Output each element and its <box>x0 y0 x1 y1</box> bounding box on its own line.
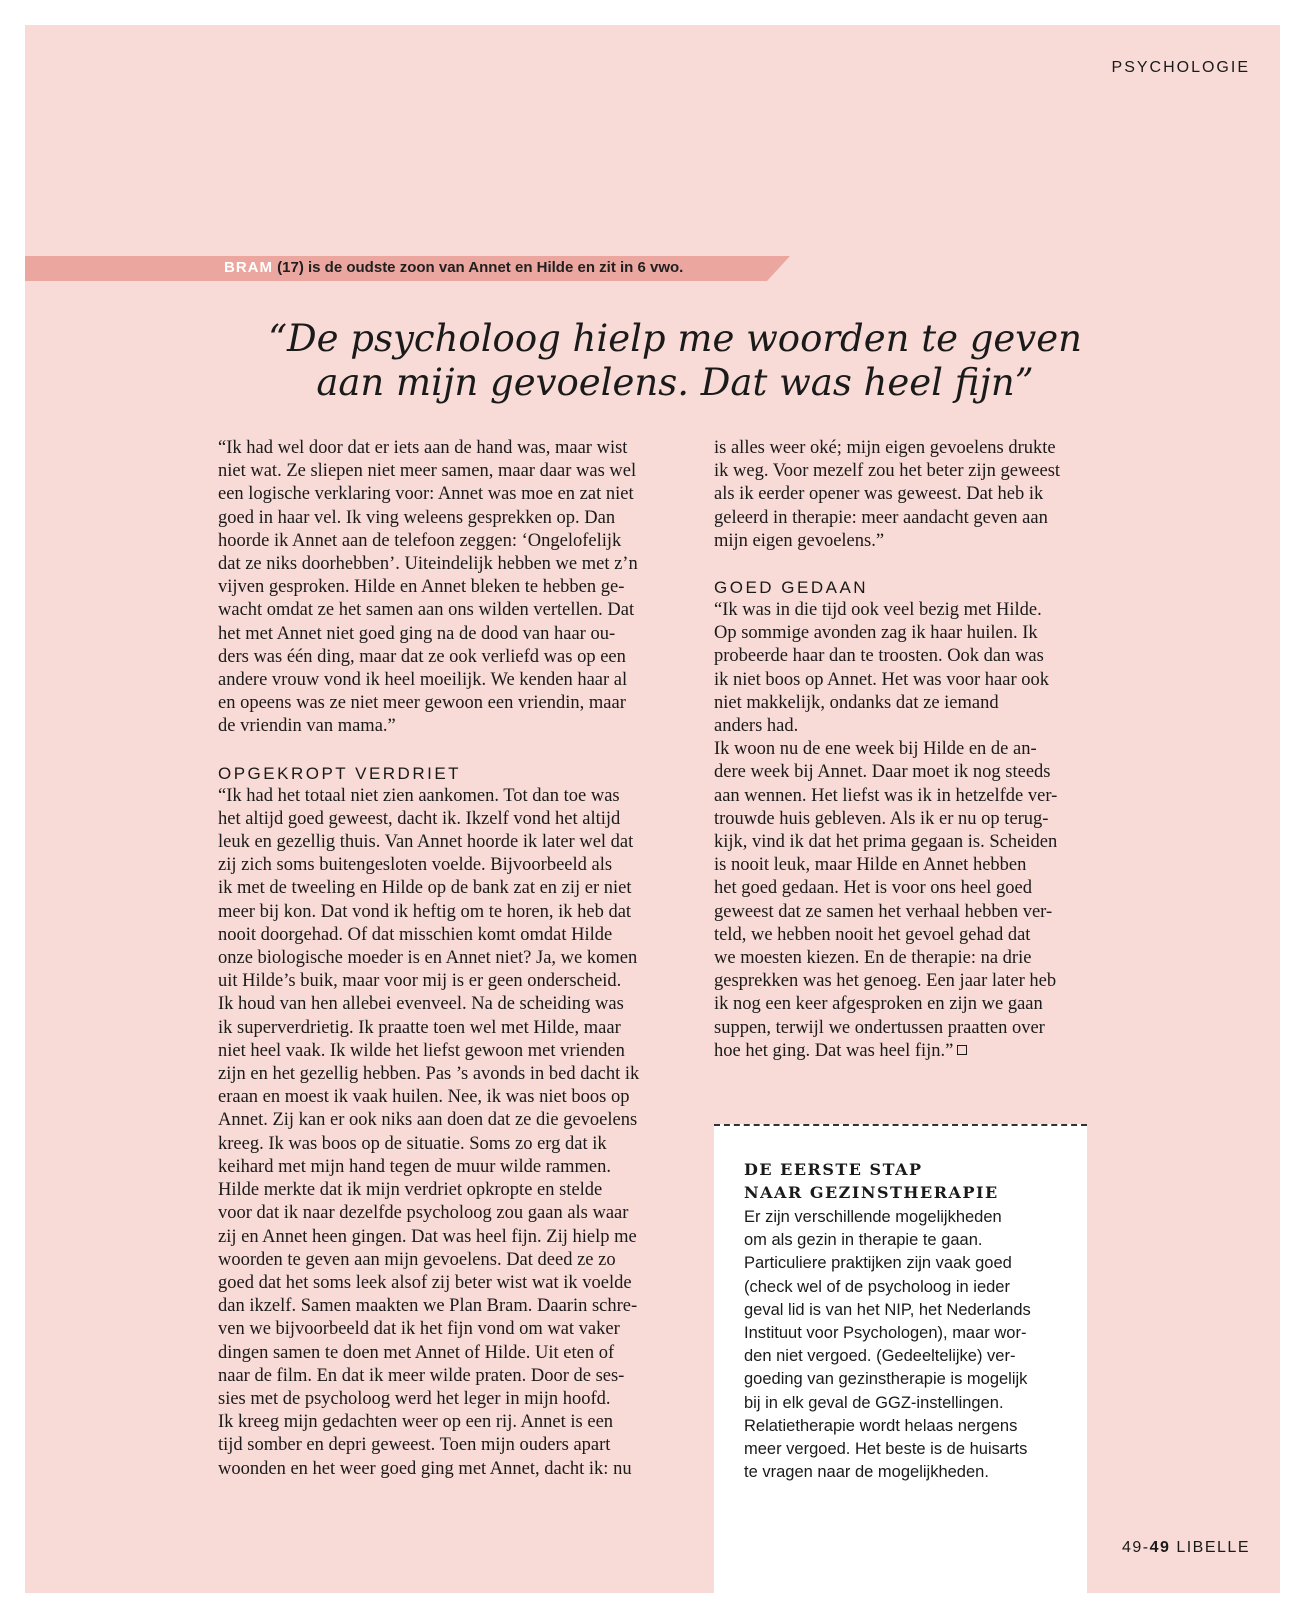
article-column-left <box>218 437 688 1481</box>
text-line: eraan en moest ik vaak huilen. Nee, ik was niet boos op <box>218 1087 630 1108</box>
text-line: Ik kreeg mijn gedachten weer op een rij. Annet is een <box>218 1412 614 1433</box>
text-line: niet makkelijk, ondanks dat ze iemand <box>714 692 999 713</box>
text-line: keihard met mijn hand tegen de muur wilde rammen. <box>218 1156 612 1177</box>
text-line: ik met de tweeling en Hilde op de bank zat en zij er niet <box>218 878 632 899</box>
text-line: we moesten kiezen. En de therapie: na drie <box>714 948 1032 969</box>
article-section-2 <box>714 599 1109 1063</box>
text-line: Ik houd van hen allebei evenveel. Na de scheiding was <box>218 994 624 1015</box>
magazine-page <box>25 25 1280 1593</box>
text-line: gesprekken was het genoeg. Een jaar later heb <box>714 971 1057 992</box>
text-line: anders had. <box>714 716 799 737</box>
article-intro <box>218 437 688 739</box>
text-line: dan ikzelf. Samen maakten we Plan Bram. Daarin schre- <box>218 1296 638 1317</box>
text-line: Instituut voor Psychologen), maar wor- <box>744 1324 1027 1343</box>
headline-quote <box>175 317 1175 405</box>
headline-line: “De psycholoog hielp me woorden te geven <box>268 317 1082 360</box>
text-line: mijn eigen gevoelens.” <box>714 530 885 551</box>
info-box <box>714 1124 1087 1595</box>
text-line: goed dat het soms leek alsof zij beter wist wat ik voelde <box>218 1272 632 1293</box>
text-line: goed in haar vel. Ik ving weleens gesprekken op. Dan <box>218 507 616 528</box>
text-line: geval lid is van het NIP, het Nederlands <box>744 1300 1031 1319</box>
info-box-title-line: NAAR GEZINSTHERAPIE <box>744 1183 999 1202</box>
text-line: dere week bij Annet. Daar moet ik nog steeds <box>714 762 1051 783</box>
text-line: dingen samen te doen met Annet of Hilde. Uit eten of <box>218 1342 615 1363</box>
text-line: te vragen naar de mogelijkheden. <box>744 1463 989 1482</box>
text-line: meer vergoed. Het beste is de huisarts <box>744 1440 1028 1459</box>
text-line: niet heel vaak. Ik wilde het liefst gewoon met vrienden <box>218 1040 625 1061</box>
text-line: teld, we hebben nooit het gevoel gehad dat <box>714 924 1031 945</box>
text-line: woorden te geven aan mijn gevoelens. Dat deed ze zo <box>218 1249 616 1270</box>
text-line: probeerde haar dan te troosten. Ook dan was <box>714 646 1044 667</box>
text-line: vijven gesproken. Hilde en Annet bleken te hebben ge- <box>218 577 625 598</box>
text-line: andere vrouw vond ik heel moeilijk. We kenden haar al <box>218 670 628 691</box>
text-line: Relatietherapie wordt helaas nergens <box>744 1416 1018 1435</box>
text-line: leuk en gezellig thuis. Van Annet hoorde ik later wel dat <box>218 832 634 853</box>
text-line: geleerd in therapie: meer aandacht geven aan <box>714 507 1048 528</box>
text-line: uit Hilde’s buik, maar voor mij is er geen onderscheid. <box>218 971 622 992</box>
info-box-title <box>744 1158 1064 1204</box>
article-section-1 <box>218 785 688 1481</box>
text-line: om als gezin in therapie te gaan. <box>744 1231 983 1250</box>
subheading-opgekropt-verdriet: OPGEKROPT VERDRIET <box>218 763 462 783</box>
page-prefix: 49- <box>1121 1539 1150 1556</box>
text-line: zijn en het gezellig hebben. Pas ’s avonds in bed dacht ik <box>218 1064 640 1085</box>
intro-banner-text <box>224 259 683 276</box>
section-label: PSYCHOLOGIE <box>1111 59 1250 76</box>
person-name: BRAM <box>224 259 273 276</box>
text-line: het goed gedaan. Het is voor ons heel goed <box>714 878 1033 899</box>
text-line: als ik eerder opener was geweest. Dat heb ik <box>714 484 1044 505</box>
text-line: Particuliere praktijken zijn vaak goed <box>744 1254 1012 1273</box>
text-line: trouwde huis gebleven. Als ik er nu op terug- <box>714 808 1049 829</box>
info-box-title-line: DE EERSTE STAP <box>744 1160 923 1179</box>
text-line: ders was één ding, maar dat ze ook verliefd was op een <box>218 646 626 667</box>
text-line: zij en Annet heen gingen. Dat was heel fijn. Zij hielp me <box>218 1226 637 1247</box>
text-line: ik nog een keer afgesproken en zijn we gaan <box>714 994 1043 1015</box>
text-line: tijd somber en depri geweest. Toen mijn ouders apart <box>218 1435 611 1456</box>
text-line: “Ik had wel door dat er iets aan de hand was, maar wist <box>218 438 628 458</box>
text-line: ik weg. Voor mezelf zou het beter zijn geweest <box>714 461 1061 482</box>
text-line: den niet vergoed. (Gedeeltelijke) ver- <box>744 1347 1016 1366</box>
text-line: goeding van gezinstherapie is mogelijk <box>744 1370 1028 1389</box>
text-line: niet wat. Ze sliepen niet meer samen, maar daar was wel <box>218 461 637 482</box>
text-line: voor dat ik naar dezelfde psycholoog zou gaan als waar <box>218 1203 629 1224</box>
person-intro: (17) is de oudste zoon van Annet en Hilde en zit in 6 vwo. <box>273 259 684 276</box>
headline-line: aan mijn gevoelens. Dat was heel fijn” <box>316 361 1034 404</box>
text-line: Er zijn verschillende mogelijkheden <box>744 1208 1002 1226</box>
text-line: een logische verklaring voor: Annet was moe en zat niet <box>218 484 634 505</box>
text-line: ik superverdrietig. Ik praatte toen wel met Hilde, maar <box>218 1017 621 1038</box>
text-line: de vriendin van mama.” <box>218 716 396 737</box>
text-line: wacht omdat ze het samen aan ons wilden vertellen. Dat <box>218 600 635 621</box>
text-line: naar de film. En dat ik meer wilde praten. Door de ses- <box>218 1365 625 1386</box>
subheading-goed-gedaan: GOED GEDAAN <box>714 578 869 598</box>
text-line: en opeens was ze niet meer gewoon een vriendin, maar <box>218 693 626 714</box>
text-line: Op sommige avonden zag ik haar huilen. Ik <box>714 623 1038 644</box>
text-line: het altijd goed geweest, dacht ik. Ikzelf vond het altijd <box>218 808 621 829</box>
text-line: “Ik was in die tijd ook veel bezig met Hilde. <box>714 600 1042 621</box>
text-line: geweest dat ze samen het verhaal hebben ver- <box>714 901 1053 922</box>
text-line: meer bij kon. Dat vond ik heftig om te horen, ik heb dat <box>218 901 632 922</box>
text-line: onze biologische moeder is en Annet niet? Ja, we komen <box>218 948 638 969</box>
text-line: woonden en het weer goed ging met Annet, dacht ik: nu <box>218 1458 632 1479</box>
text-line: is nooit leuk, maar Hilde en Annet hebben <box>714 855 1027 876</box>
article-continuation <box>714 437 1109 553</box>
text-line: aan wennen. Het liefst was ik in hetzelfde ver- <box>714 785 1058 806</box>
page-number: 49 <box>1149 1539 1171 1556</box>
text-line: Hilde merkte dat ik mijn verdriet opkropte en stelde <box>218 1180 603 1201</box>
text-line: suppen, terwijl we ondertussen praatten over <box>714 1017 1045 1038</box>
text-line: bij in elk geval de GGZ-instellingen. <box>744 1393 1004 1412</box>
text-line: “Ik had het totaal niet zien aankomen. Tot dan toe was <box>218 785 620 806</box>
text-line: is alles weer oké; mijn eigen gevoelens drukte <box>714 438 1056 458</box>
text-line: dat ze niks doorhebben’. Uiteindelijk hebben we met z’n <box>218 554 638 575</box>
text-line: ven we bijvoorbeeld dat ik het fijn vond om wat vaker <box>218 1319 620 1340</box>
page-footer <box>1122 1539 1250 1557</box>
magazine-name: LIBELLE <box>1170 1539 1250 1556</box>
text-line: Ik woon nu de ene week bij Hilde en de an- <box>714 739 1037 760</box>
text-line: ik niet boos op Annet. Het was voor haar ook <box>714 669 1049 690</box>
text-line: hoorde ik Annet aan de telefoon zeggen: ‘Ongelofelijk <box>218 530 622 551</box>
end-mark-icon <box>957 1045 967 1055</box>
text-line: (check wel of de psycholoog in ieder <box>744 1277 1010 1296</box>
text-line: kijk, vind ik dat het prima gegaan is. Scheiden <box>714 832 1058 853</box>
text-line: nooit doorgehad. Of dat misschien komt omdat Hilde <box>218 924 613 945</box>
text-line: zij zich soms buitengesloten voelde. Bijvoorbeeld als <box>218 855 613 876</box>
text-line: sies met de psycholoog werd het leger in mijn hoofd. <box>218 1388 611 1409</box>
article-column-right <box>714 437 1109 1063</box>
text-line: het met Annet niet goed ging na de dood van haar ou- <box>218 623 616 644</box>
text-line: hoe het ging. Dat was heel fijn.” <box>714 1040 954 1061</box>
text-line: Annet. Zij kan er ook niks aan doen dat ze die gevoelens <box>218 1110 638 1131</box>
info-box-body <box>744 1206 1074 1484</box>
text-line: kreeg. Ik was boos op de situatie. Soms zo erg dat ik <box>218 1133 607 1154</box>
